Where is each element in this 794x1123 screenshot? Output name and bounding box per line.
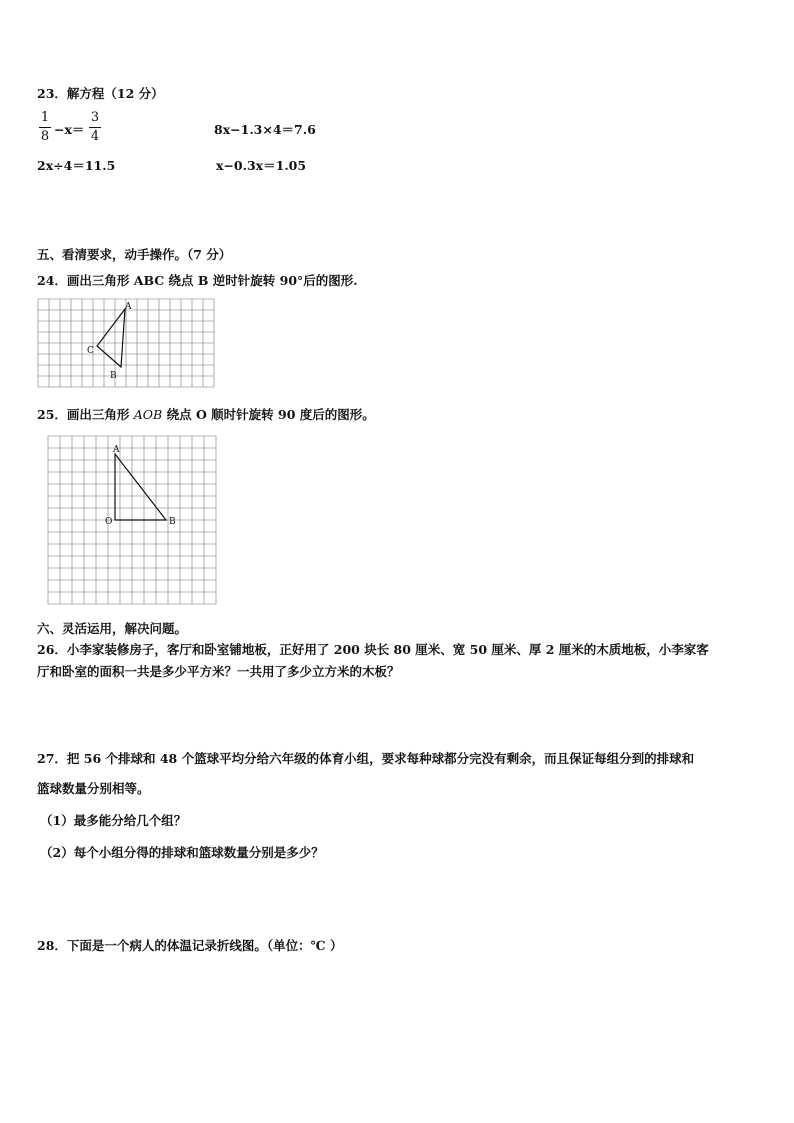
section-5-heading: 五、看清要求，动手操作。（7 分） <box>37 247 232 262</box>
q25-label-b: B <box>169 517 176 527</box>
q25-text <box>37 405 375 423</box>
q23-heading: 23．解方程（12 分） <box>37 86 164 101</box>
q24-grid-figure <box>37 297 217 393</box>
fraction-1-numerator: 1 <box>40 110 50 125</box>
q25-label-a: A <box>113 445 120 455</box>
q25-triangle <box>115 454 166 520</box>
q26-line-1: 26．小李家装修房子，客厅和卧室铺地板，正好用了 200 块长 80 厘米、宽 50 厘米、厚 2 厘米的木质地板，小李家客 <box>37 642 709 657</box>
equation-1-middle: −x＝ <box>54 122 85 137</box>
q24-label-b: B <box>110 371 117 381</box>
q25-text-prefix: 25．画出三角形 <box>37 407 130 422</box>
fraction-1-denominator: 8 <box>40 129 50 144</box>
section-6-heading: 六、灵活运用，解决问题。 <box>37 621 188 636</box>
q24-label-a: A <box>125 302 132 312</box>
q28-text: 28．下面是一个病人的体温记录折线图。（单位：℃ ） <box>37 938 343 953</box>
q27-sub-2: （2）每个小组分得的排球和篮球数量分别是多少？ <box>40 845 324 860</box>
q24-triangle <box>97 309 125 367</box>
fraction-2-denominator: 4 <box>90 129 100 144</box>
q25-text-italic: AOB <box>133 407 163 422</box>
q23-equation-2: 8x−1.3×4＝7.6 <box>214 122 316 137</box>
q25-grid-figure <box>47 434 217 608</box>
q27-sub-1: （1）最多能分给几个组？ <box>40 813 187 828</box>
q27-line-1: 27．把 56 个排球和 48 个篮球平均分给六年级的体育小组，要求每种球都分完没有剩余，而且保证每组分到的排球和 <box>37 751 695 766</box>
q24-text: 24．画出三角形 ABC 绕点 B 逆时针旋转 90°后的图形. <box>37 273 358 288</box>
fraction-2-numerator: 3 <box>90 110 100 125</box>
fraction-2-bar <box>89 127 101 128</box>
q23-equation-3: 2x÷4＝11.5 <box>37 158 116 173</box>
fraction-1-bar <box>39 127 51 128</box>
q27-line-2: 篮球数量分别相等。 <box>37 781 150 796</box>
q26-line-2: 厅和卧室的面积一共是多少平方米？一共用了多少立方米的木板？ <box>37 664 400 679</box>
q24-label-c: C <box>87 346 94 356</box>
q23-equation-4: x−0.3x＝1.05 <box>216 158 307 173</box>
q25-label-o: O <box>105 517 113 527</box>
q25-text-suffix: 绕点 O 顺时针旋转 90 度后的图形。 <box>166 407 375 422</box>
